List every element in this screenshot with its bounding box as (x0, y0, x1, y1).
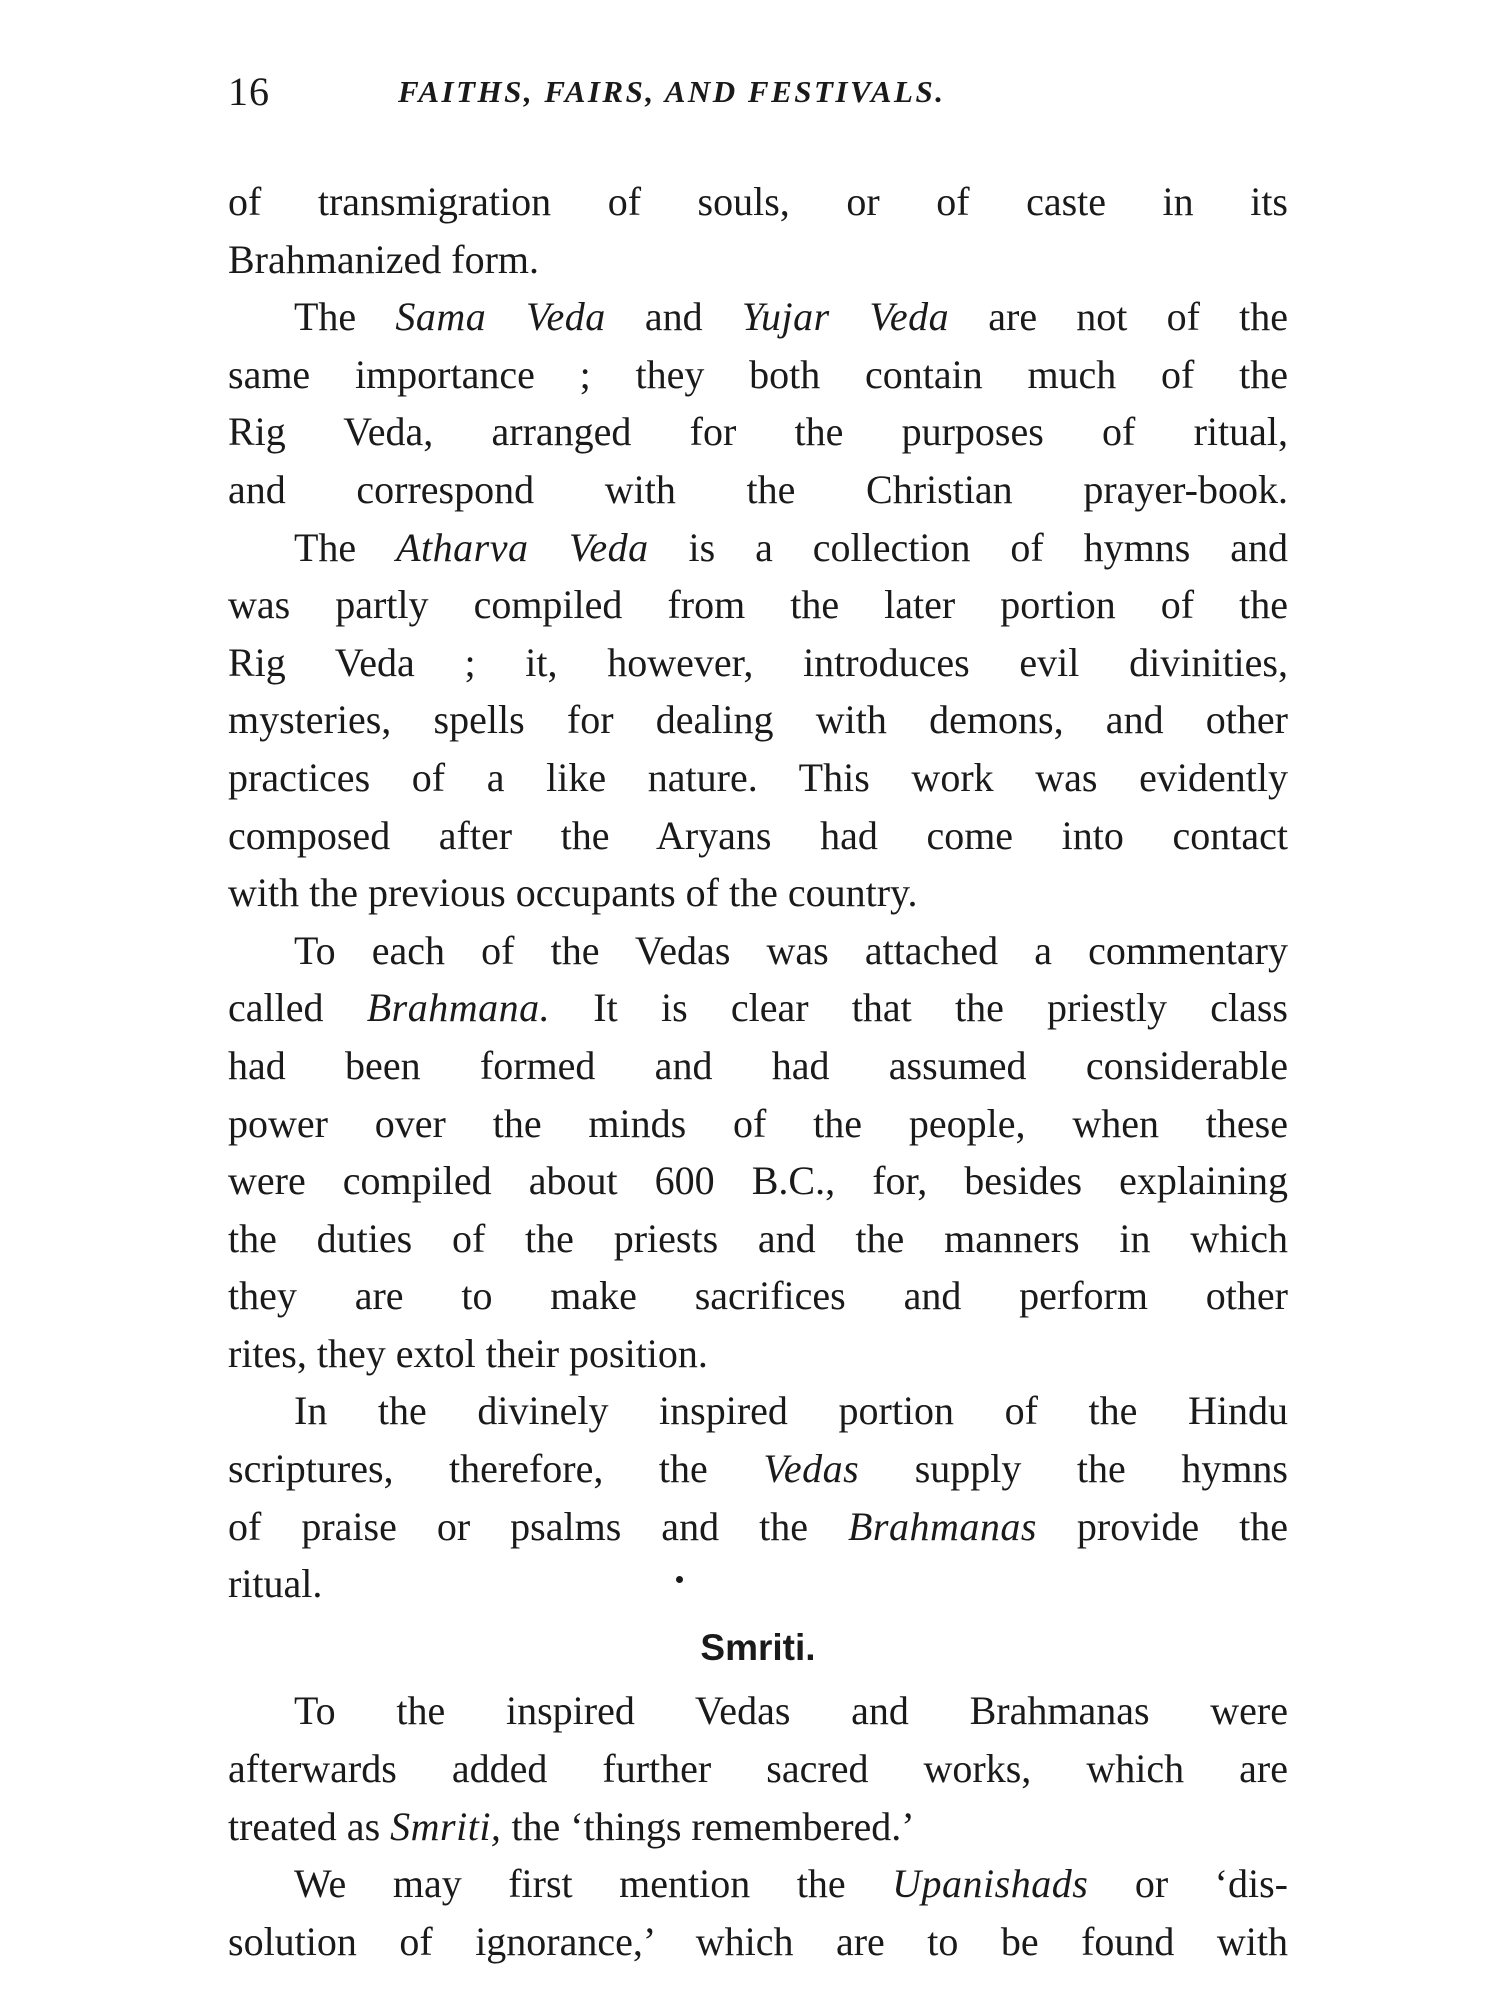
text-line: with the previous occupants of the country. (228, 870, 918, 916)
text-line (228, 1440, 1288, 1498)
text-line (228, 979, 1288, 1037)
page-body (228, 173, 1288, 1970)
text-run: are not of the (949, 294, 1289, 340)
text-line (228, 519, 1288, 577)
italic-term: Vedas (763, 1446, 860, 1492)
italic-term: Atharva Veda (396, 524, 649, 570)
page-number: 16 (228, 69, 270, 114)
text-line (228, 1798, 1288, 1856)
text-line: mysteries, spells for dealing with demons, and other (228, 697, 1288, 743)
text-run: or ‘dis- (1088, 1861, 1288, 1907)
text-line: ritual. (228, 1561, 323, 1607)
paragraph (228, 922, 1288, 1383)
text-run: The (294, 524, 397, 570)
paragraph (228, 1855, 1288, 1970)
text-line: rites, they extol their position. (228, 1330, 708, 1376)
text-run: It is clear that the priestly class (550, 985, 1288, 1031)
text-run: is a collection of hymns and (648, 524, 1289, 570)
text-run: of praise or psalms and the (228, 1503, 848, 1549)
text-run: called (228, 985, 367, 1031)
text-line: was partly compiled from the later portion of the (228, 582, 1288, 628)
stray-ink-dot (676, 1576, 683, 1583)
text-line: composed after the Aryans had come into contact (228, 812, 1288, 858)
paragraph (228, 1682, 1288, 1855)
text-line: In the divinely inspired portion of the Hindu (294, 1388, 1288, 1434)
text-line: practices of a like nature. This work was evidently (228, 754, 1288, 800)
italic-term: Brahmana. (366, 985, 551, 1031)
text-run: the ‘things remembered.’ (501, 1803, 915, 1849)
page-header (228, 62, 1283, 122)
section-heading: Smriti. (700, 1626, 816, 1668)
text-line: of transmigration of souls, or of caste in its (228, 179, 1288, 224)
text-line (228, 1498, 1288, 1556)
text-line: Brahmanized form. (228, 236, 539, 282)
text-line: were compiled about 600 B.C., for, besides explaining (228, 1158, 1288, 1204)
italic-term: Sama Veda (395, 294, 606, 340)
text-run: and (605, 294, 742, 340)
text-line: Rig Veda, arranged for the purposes of ritual, (228, 409, 1288, 455)
text-run: provide the (1036, 1503, 1288, 1549)
text-line: Rig Veda ; it, however, introduces evil divinities, (228, 639, 1288, 685)
text-line: the duties of the priests and the manners in which (228, 1215, 1288, 1261)
text-line: To the inspired Vedas and Brahmanas were (294, 1688, 1288, 1734)
italic-term: Yujar Veda (741, 294, 950, 340)
italic-term: Smriti, (390, 1803, 502, 1849)
paragraph (228, 173, 1288, 288)
text-run: The (294, 294, 396, 340)
paragraph (228, 519, 1288, 922)
text-run: treated as (228, 1803, 391, 1849)
text-run: supply the hymns (859, 1446, 1288, 1492)
text-line: power over the minds of the people, when these (228, 1100, 1288, 1146)
text-line: afterwards added further sacred works, which are (228, 1746, 1288, 1792)
italic-term: Brahmanas (847, 1503, 1037, 1549)
text-line: they are to make sacrifices and perform other (228, 1273, 1288, 1319)
text-line: had been formed and had assumed considerable (228, 1042, 1288, 1088)
paragraph (228, 288, 1288, 518)
italic-term: Upanishads (892, 1861, 1089, 1907)
text-line: solution of ignorance,’ which are to be found with (228, 1918, 1288, 1964)
text-line: and correspond with the Christian prayer-book. (228, 466, 1288, 512)
text-line: To each of the Vedas was attached a commentary (294, 927, 1288, 973)
text-run: We may first mention the (294, 1861, 893, 1907)
running-title: FAITHS, FAIRS, AND FESTIVALS. (398, 74, 946, 109)
text-line (228, 288, 1288, 346)
text-run: scriptures, therefore, the (228, 1446, 764, 1492)
text-line: same importance ; they both contain much of the (228, 351, 1288, 397)
paragraph (228, 1382, 1288, 1612)
text-line (228, 1855, 1288, 1913)
